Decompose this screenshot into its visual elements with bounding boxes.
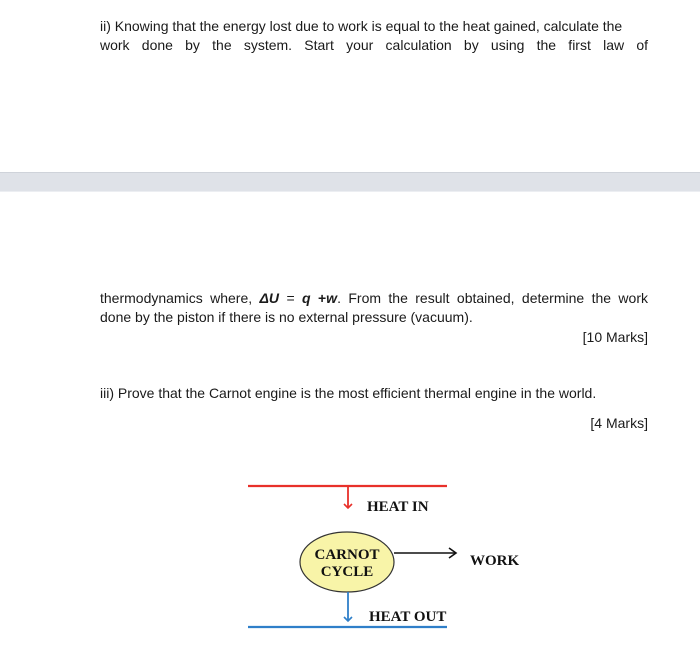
equation-w: w: [326, 290, 338, 306]
heat-out-label: HEAT OUT: [369, 609, 447, 625]
continuation-text-post: . From the result obtained, determine the work: [337, 290, 648, 306]
question-ii-continuation: [100, 289, 648, 327]
continuation-line-2: done by the piston if there is no external pressure (vacuum).: [100, 309, 473, 325]
question-ii-text: [100, 17, 648, 55]
heat-in-label: HEAT IN: [367, 499, 429, 515]
carnot-label: CARNOT: [314, 547, 380, 563]
equation-equals: =: [279, 290, 303, 306]
question-iii-text: iii) Prove that the Carnot engine is the most efficient thermal engine in the world.: [100, 385, 597, 401]
marks-10: [10 Marks]: [582, 329, 648, 345]
question-ii-line-2: work done by the system. Start your calculation by using the first law of: [100, 37, 648, 53]
equation-delta-u: ΔU: [259, 290, 280, 306]
cycle-label: CYCLE: [320, 564, 374, 580]
marks-4: [4 Marks]: [590, 415, 648, 431]
question-ii-line-1: ii) Knowing that the energy lost due to work is equal to the heat gained, calculate the: [100, 18, 623, 34]
continuation-line-1: [100, 289, 648, 308]
equation-plus: +: [310, 290, 327, 306]
carnot-cycle-diagram: [240, 475, 540, 640]
continuation-text-pre: thermodynamics where,: [100, 290, 260, 306]
work-label: WORK: [470, 553, 520, 569]
equation-q: q: [302, 290, 311, 306]
page-divider: [0, 172, 700, 192]
